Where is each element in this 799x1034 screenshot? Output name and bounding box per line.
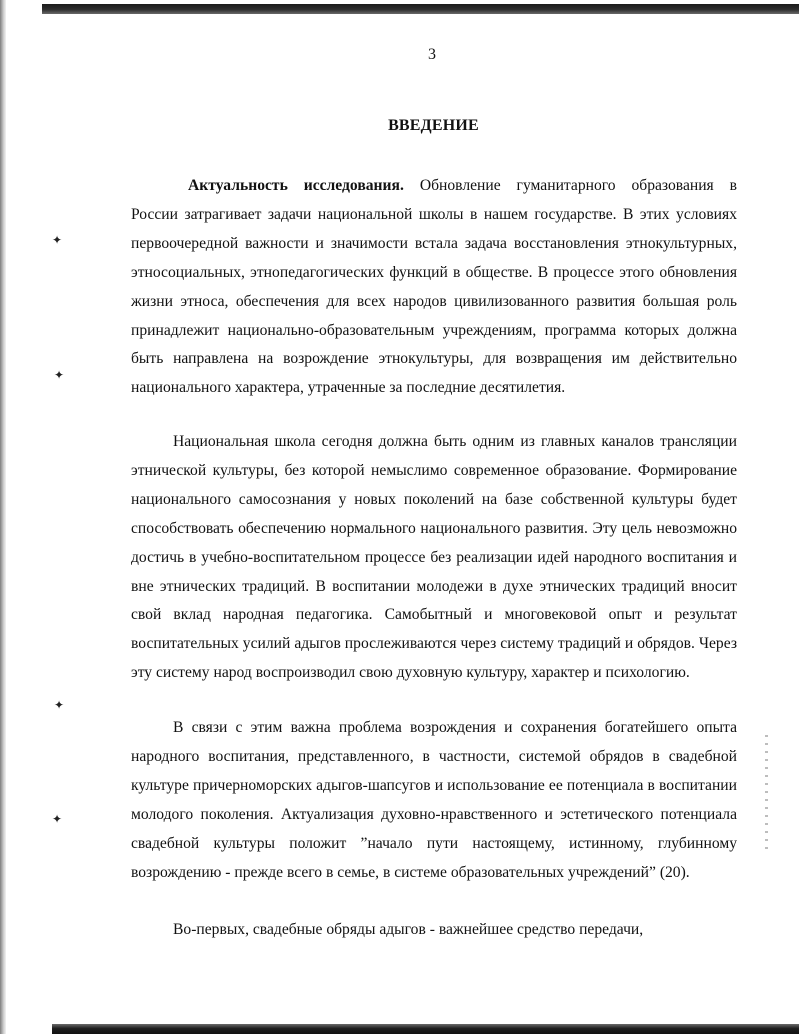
paragraph-text: В связи с этим важна проблема возрождения и сохранения богатейшего опыта народного воспитания, представленного, в частности, системой обрядов в свадебной культуре причерноморских адыгов-шапсугов и использование ее потенциала в воспитании молодого поколения. Актуализация духовно-нравственного и эстетического потенциала свадебной культуры положит ”начало пути настоящему, истинному, глубинному возрождению - прежде всего в семье, в системе образовательных учреждений” (20). (131, 719, 737, 881)
paragraph-text: Во-первых, свадебные обряды адыгов - важнейшее средство передачи, (173, 921, 644, 938)
paragraph-revival (131, 714, 737, 887)
binding-hole-mark: ✦ (52, 233, 63, 247)
paragraph-text: Обновление гуманитарного образования в России затрагивает задачи национальной школы в нашем государстве. В этих условиях первоочередной важности и значимости встала задача восстановления этнокультурных, этносоциальных, этнопедагогических функций в обществе. В процессе этого обновления жизни этноса, обеспечения для всех народов цивилизованного развития большая роль принадлежит национально-образовательным учреждениям, программа которых должна быть направлена на возрождение этнокультуры, для возвращения им действительно национального характера, утраченные за последние десятилетия. (131, 177, 737, 397)
scan-specks (765, 735, 768, 855)
paragraph-text: Национальная школа сегодня должна быть одним из главных каналов трансляции этнической культуры, без которой немыслимо современное образование. Формирование национального самосознания у новых поколений на базе собственной культуры будет способствовать обеспечению нормального национального развития. Эту цель невозможно достичь в учебно-воспитательном процессе без реализации идей народного воспитания и вне этнических традиций. В воспитании молодежи в духе этнических традиций вносит свой вклад народная педагогика. Самобытный и многовековой опыт и результат воспитательных усилий адыгов прослеживаются через систему традиций и обрядов. Через эту систему народ воспроизводил свою духовную культуру, характер и психологию. (131, 433, 737, 682)
scan-border-top (42, 4, 799, 14)
binding-hole-mark: ✦ (52, 812, 63, 826)
section-heading: ВВЕДЕНИЕ (388, 117, 479, 134)
scan-border-left (0, 0, 6, 1034)
binding-hole-mark: ✦ (54, 368, 65, 382)
scan-border-bottom (52, 1024, 799, 1034)
paragraph-lead: Актуальность исследования. (188, 177, 404, 194)
paragraph-firstly (131, 916, 737, 945)
paragraph-national-school (131, 428, 737, 688)
paragraph-relevance (131, 172, 737, 403)
binding-hole-mark: ✦ (54, 698, 65, 712)
page-number: 3 (428, 46, 436, 63)
